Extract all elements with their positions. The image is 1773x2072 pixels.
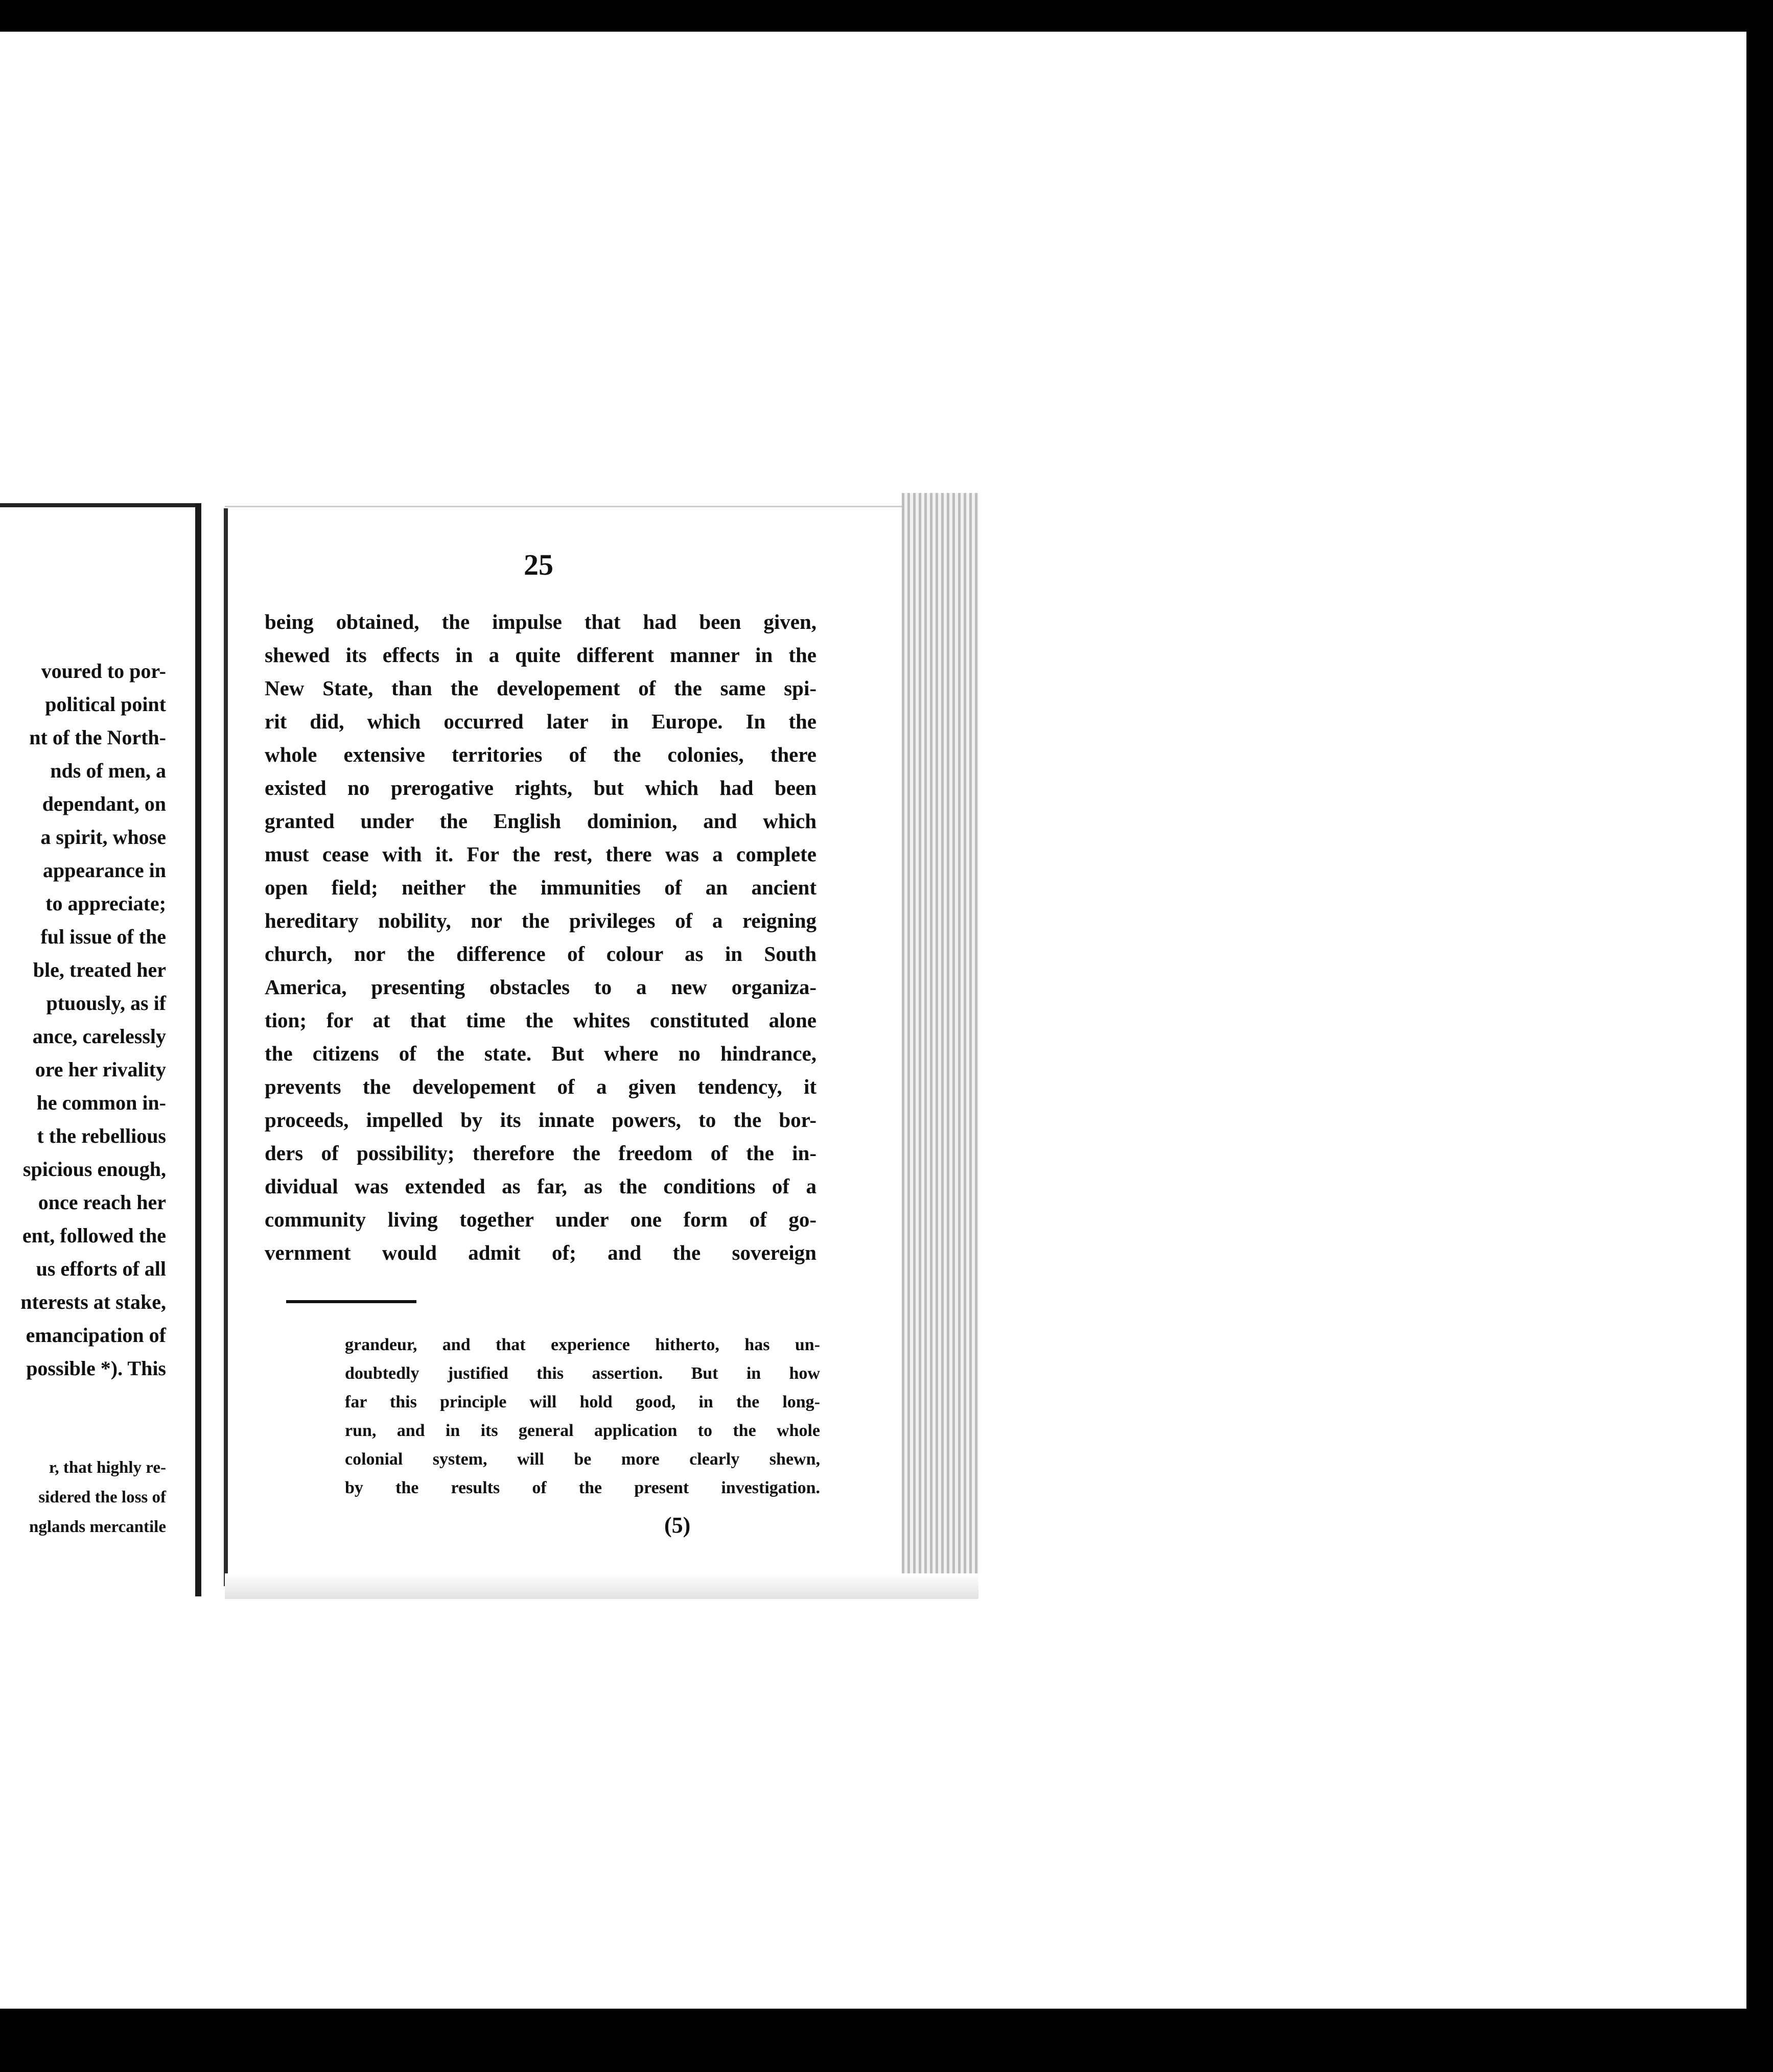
scan-border-bottom: [0, 2009, 1773, 2072]
body-line: America, presenting obstacles to a new organiza-: [265, 975, 816, 999]
scan-border-right: [1746, 0, 1773, 2072]
book-spine: [195, 503, 201, 1596]
left-page-line: to appreciate;: [45, 892, 166, 915]
left-page-line: ful issue of the: [40, 925, 166, 948]
left-page-line: a spirit, whose: [40, 826, 166, 849]
body-line: existed no prerogative rights, but which had been: [265, 776, 816, 799]
footnote-rule: [286, 1300, 416, 1303]
signature-mark: (5): [664, 1513, 691, 1538]
left-page-line: ble, treated her: [33, 958, 166, 981]
left-page-line: political point: [45, 693, 166, 716]
left-page-line: t the rebellious: [37, 1124, 166, 1147]
scan-border-top: [0, 0, 1773, 32]
footnote-line: colonial system, will be more clearly shewn,: [345, 1450, 820, 1469]
body-line: granted under the English dominion, and which: [265, 809, 816, 833]
left-page-line: voured to por-: [41, 660, 166, 682]
left-page-line: nterests at stake,: [20, 1290, 166, 1313]
left-page-line: appearance in: [42, 859, 166, 882]
left-page-line: us efforts of all: [36, 1257, 166, 1280]
body-line: hereditary nobility, nor the privileges of a reigning: [265, 909, 816, 932]
left-footnote-line: nglands mercantile: [29, 1518, 166, 1536]
left-page-top-edge: [0, 503, 199, 507]
body-line: ders of possibility; therefore the freedom of the in-: [265, 1141, 816, 1165]
body-line: New State, than the developement of the same spi-: [265, 676, 816, 700]
left-page-line: ore her rivality: [35, 1058, 166, 1081]
footnote-line: by the results of the present investigation.: [345, 1478, 820, 1497]
body-line: shewed its effects in a quite different manner in the: [265, 643, 816, 667]
body-line: must cease with it. For the rest, there was a complete: [265, 842, 816, 866]
left-page-line: nt of the North-: [29, 726, 166, 749]
left-page-line: dependant, on: [42, 792, 166, 815]
left-page-line: emancipation of: [26, 1324, 166, 1347]
body-line: proceeds, impelled by its innate powers, to the bor-: [265, 1108, 816, 1132]
body-line: vernment would admit of; and the sovereign: [265, 1241, 816, 1264]
left-page-line: ent, followed the: [22, 1224, 166, 1247]
left-page-line: ance, carelessly: [32, 1025, 166, 1048]
body-line: tion; for at that time the whites constituted alone: [265, 1008, 816, 1032]
body-line: church, nor the difference of colour as in South: [265, 942, 816, 966]
footnote-line: far this principle will hold good, in the long-: [345, 1393, 820, 1411]
left-footnote-line: sidered the loss of: [38, 1488, 166, 1506]
left-footnote-line: r, that highly re-: [49, 1458, 166, 1477]
right-page-top-edge: [225, 506, 915, 507]
body-line: community living together under one form of go-: [265, 1208, 816, 1231]
right-page-body: [265, 605, 816, 1269]
left-page-line: ptuously, as if: [46, 992, 166, 1015]
body-line: rit did, which occurred later in Europe. In the: [265, 710, 816, 733]
body-line: dividual was extended as far, as the conditions of a: [265, 1174, 816, 1198]
body-line: prevents the developement of a given tendency, it: [265, 1075, 816, 1098]
page-bottom-shadow: [225, 1573, 978, 1599]
footnote-line: doubtedly justified this assertion. But in how: [345, 1364, 820, 1383]
footnote-line: run, and in its general application to the whole: [345, 1421, 820, 1440]
page-number: 25: [524, 548, 553, 581]
body-line: being obtained, the impulse that had been given,: [265, 610, 816, 633]
book-gutter: [224, 508, 228, 1586]
body-line: whole extensive territories of the colonies, there: [265, 743, 816, 766]
page-stack-edge: [902, 493, 978, 1576]
footnote: [345, 1331, 820, 1502]
left-page-line: spicious enough,: [22, 1158, 166, 1181]
left-page-line: he common in-: [36, 1091, 166, 1114]
left-page-line: once reach her: [38, 1191, 166, 1214]
body-line: the citizens of the state. But where no hindrance,: [265, 1042, 816, 1065]
body-line: open field; neither the immunities of an ancient: [265, 876, 816, 899]
footnote-line: grandeur, and that experience hitherto, has un-: [345, 1335, 820, 1354]
left-page-line: nds of men, a: [50, 759, 166, 782]
left-page-line: possible *). This: [26, 1357, 166, 1380]
